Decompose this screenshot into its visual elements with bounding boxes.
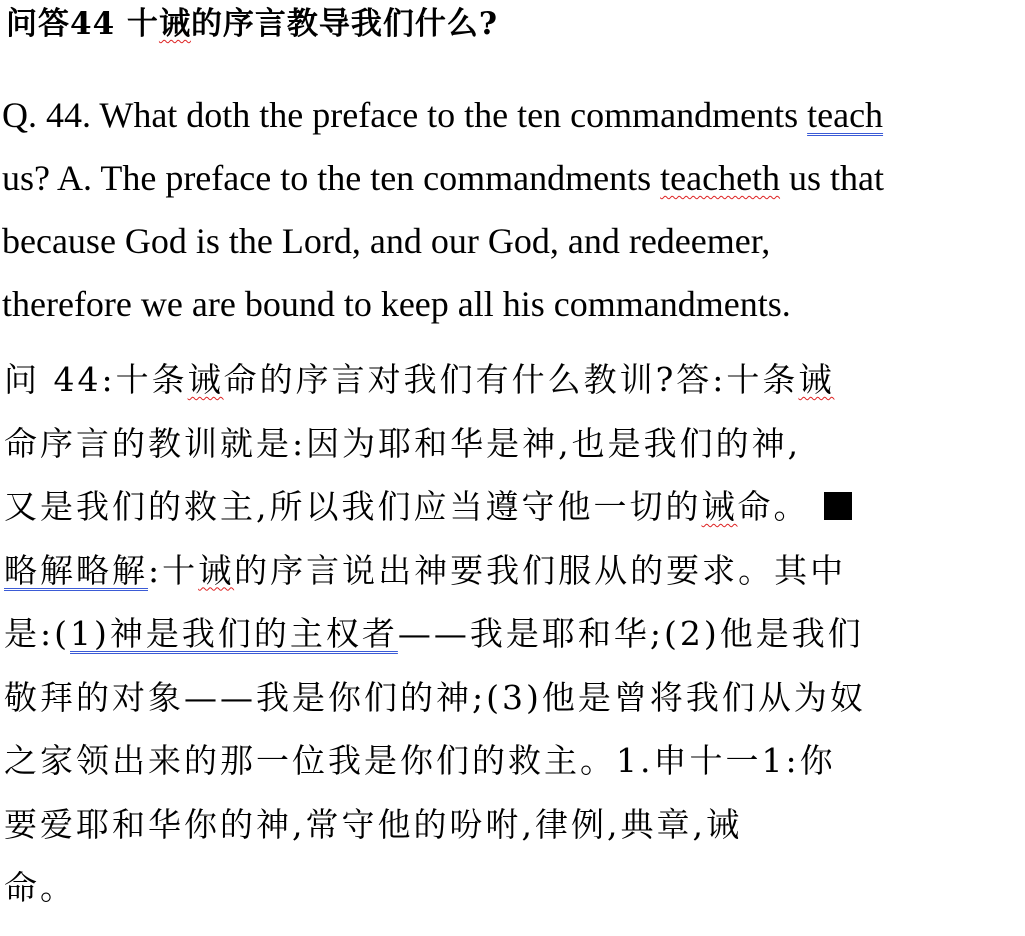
chinese-line-5 xyxy=(4,602,1014,666)
english-text: Q. 44. What doth the preface to the ten commandments xyxy=(2,95,808,135)
chinese-paragraph xyxy=(4,348,1014,920)
grammar-marked-phrase: 略解略解 xyxy=(4,550,148,590)
english-line-3: because God is the Lord, and our God, and redeemer, xyxy=(2,221,771,261)
chinese-line-3 xyxy=(4,475,1014,539)
chinese-line-9: 命。 xyxy=(4,868,76,907)
chinese-text: 是:( xyxy=(4,614,70,653)
english-text: us that xyxy=(780,158,885,198)
black-square-icon xyxy=(824,492,852,520)
chinese-text: ——我是耶和华;(2)他是我们 xyxy=(397,614,864,653)
chinese-line-6: 敬拜的对象——我是你们的神;(3)他是曾将我们从为奴 xyxy=(4,677,866,717)
question-heading xyxy=(6,2,498,46)
grammar-marked-word: teach xyxy=(807,95,884,135)
spellcheck-word: 诫 xyxy=(798,360,835,399)
spellcheck-word: 诫 xyxy=(701,487,738,526)
chinese-line-2: 命序言的教训就是:因为耶和华是神,也是我们的神, xyxy=(4,423,802,463)
chinese-line-4 xyxy=(4,539,1014,603)
english-paragraph xyxy=(2,84,992,336)
heading-spellcheck-word: 诫 xyxy=(158,6,191,42)
chinese-text: 命。 xyxy=(737,487,810,526)
chinese-line-8: 要爱耶和华你的神,常守他的吩咐,律例,典章,诫 xyxy=(4,804,742,844)
spellcheck-word: 诫 xyxy=(187,360,224,399)
chinese-line-7: 之家领出来的那一位我是你们的救主。1.申十一1:你 xyxy=(4,741,836,780)
english-text: us? A. The preface to the ten commandments xyxy=(2,158,661,198)
chinese-text: 问 44:十条 xyxy=(4,360,188,399)
chinese-text: :十 xyxy=(148,550,199,590)
heading-prefix: 问答44 十 xyxy=(6,6,159,42)
english-line-4: therefore we are bound to keep all his commandments. xyxy=(2,284,791,324)
english-line-2 xyxy=(2,147,992,210)
spellcheck-word: 诫 xyxy=(198,550,235,590)
english-line-1 xyxy=(2,84,992,147)
chinese-line-1 xyxy=(4,348,1014,412)
chinese-text: 命的序言对我们有什么教训?答:十条 xyxy=(223,360,799,399)
chinese-text: 的序言说出神要我们服从的要求。其中 xyxy=(234,550,847,590)
spellcheck-word: teacheth xyxy=(660,158,781,198)
chinese-text: 又是我们的救主,所以我们应当遵守他一切的 xyxy=(4,487,702,526)
grammar-marked-phrase: 1)神是我们的主权者 xyxy=(70,614,398,653)
heading-suffix: 的序言教导我们什么? xyxy=(190,6,499,42)
